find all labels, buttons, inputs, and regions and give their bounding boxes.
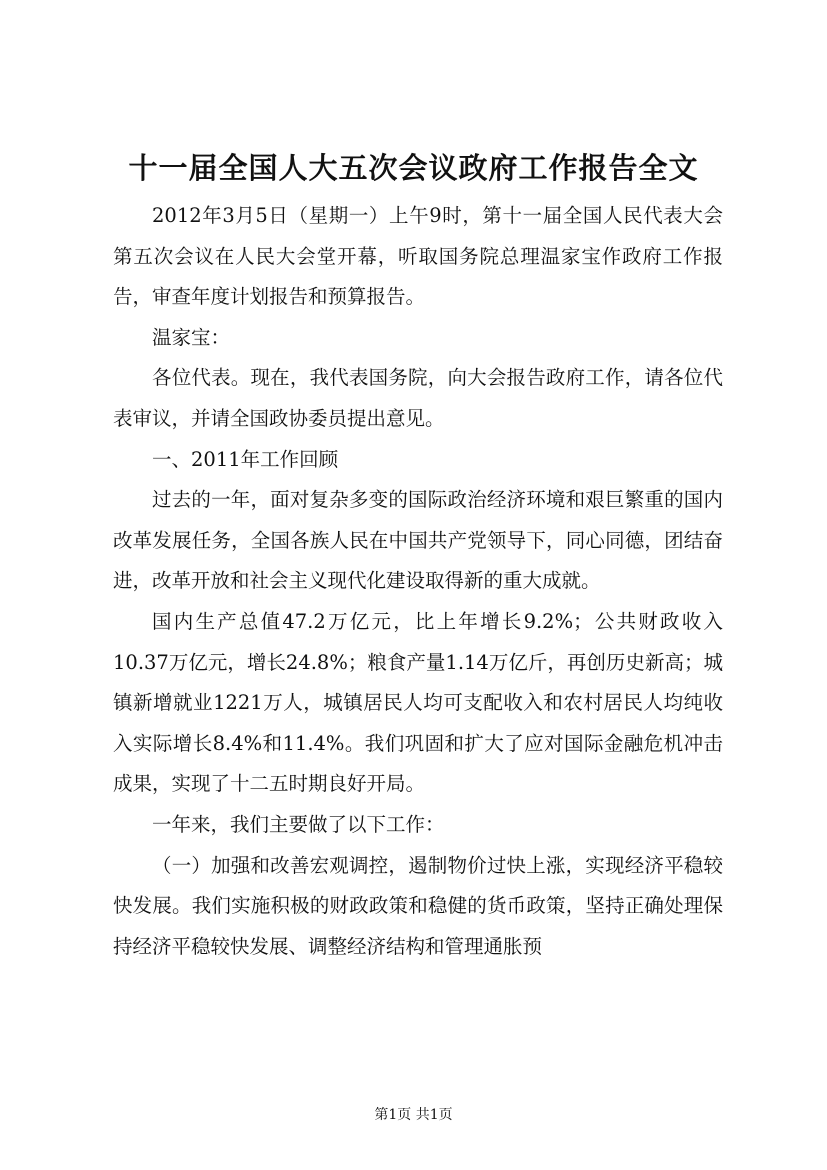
document-body bbox=[113, 196, 723, 967]
paragraph-work-intro: 一年来，我们主要做了以下工作： bbox=[152, 812, 445, 836]
paragraph-macro-control: （一）加强和改善宏观调控，遏制物价过快上涨，实现经济平稳较快发展。我们实施积极的财政政策和稳健的货币政策，坚持正确处理保持经济平稳较快发展、调整经济结构和管理通胀预 bbox=[113, 853, 723, 958]
document-title: 十一届全国人大五次会议政府工作报告全文 bbox=[128, 151, 699, 185]
paragraph-speaker: 温家宝： bbox=[152, 325, 231, 349]
paragraph-statistics: 国内生产总值47.2万亿元，比上年增长9.2%；公共财政收入10.37万亿元，增长24.8%；粮食产量1.14万亿斤，再创历史新高；城镇新增就业1221万人，城镇居民人均可支配收入和农村居民人均纯收入实际增长8.4%和11.4%。我们巩固和扩大了应对国际金融危机冲击成果，实现了十二五时期良好开局。 bbox=[113, 609, 723, 796]
page-footer: 第1页 共1页 bbox=[374, 1107, 453, 1123]
paragraph-review: 过去的一年，面对复杂多变的国际政治经济环境和艰巨繁重的国内改革发展任务，全国各族人民在中国共产党领导下，同心同德，团结奋进，改革开放和社会主义现代化建设取得新的重大成就。 bbox=[113, 488, 723, 593]
paragraph-intro: 2012年3月5日（星期一）上午9时，第十一届全国人民代表大会第五次会议在人民大会堂开幕，听取国务院总理温家宝作政府工作报告，审查年度计划报告和预算报告。 bbox=[113, 204, 723, 309]
paragraph-greeting: 各位代表。现在，我代表国务院，向大会报告政府工作，请各位代表审议，并请全国政协委员提出意见。 bbox=[113, 366, 723, 430]
section-heading: 一、2011年工作回顾 bbox=[152, 447, 339, 471]
